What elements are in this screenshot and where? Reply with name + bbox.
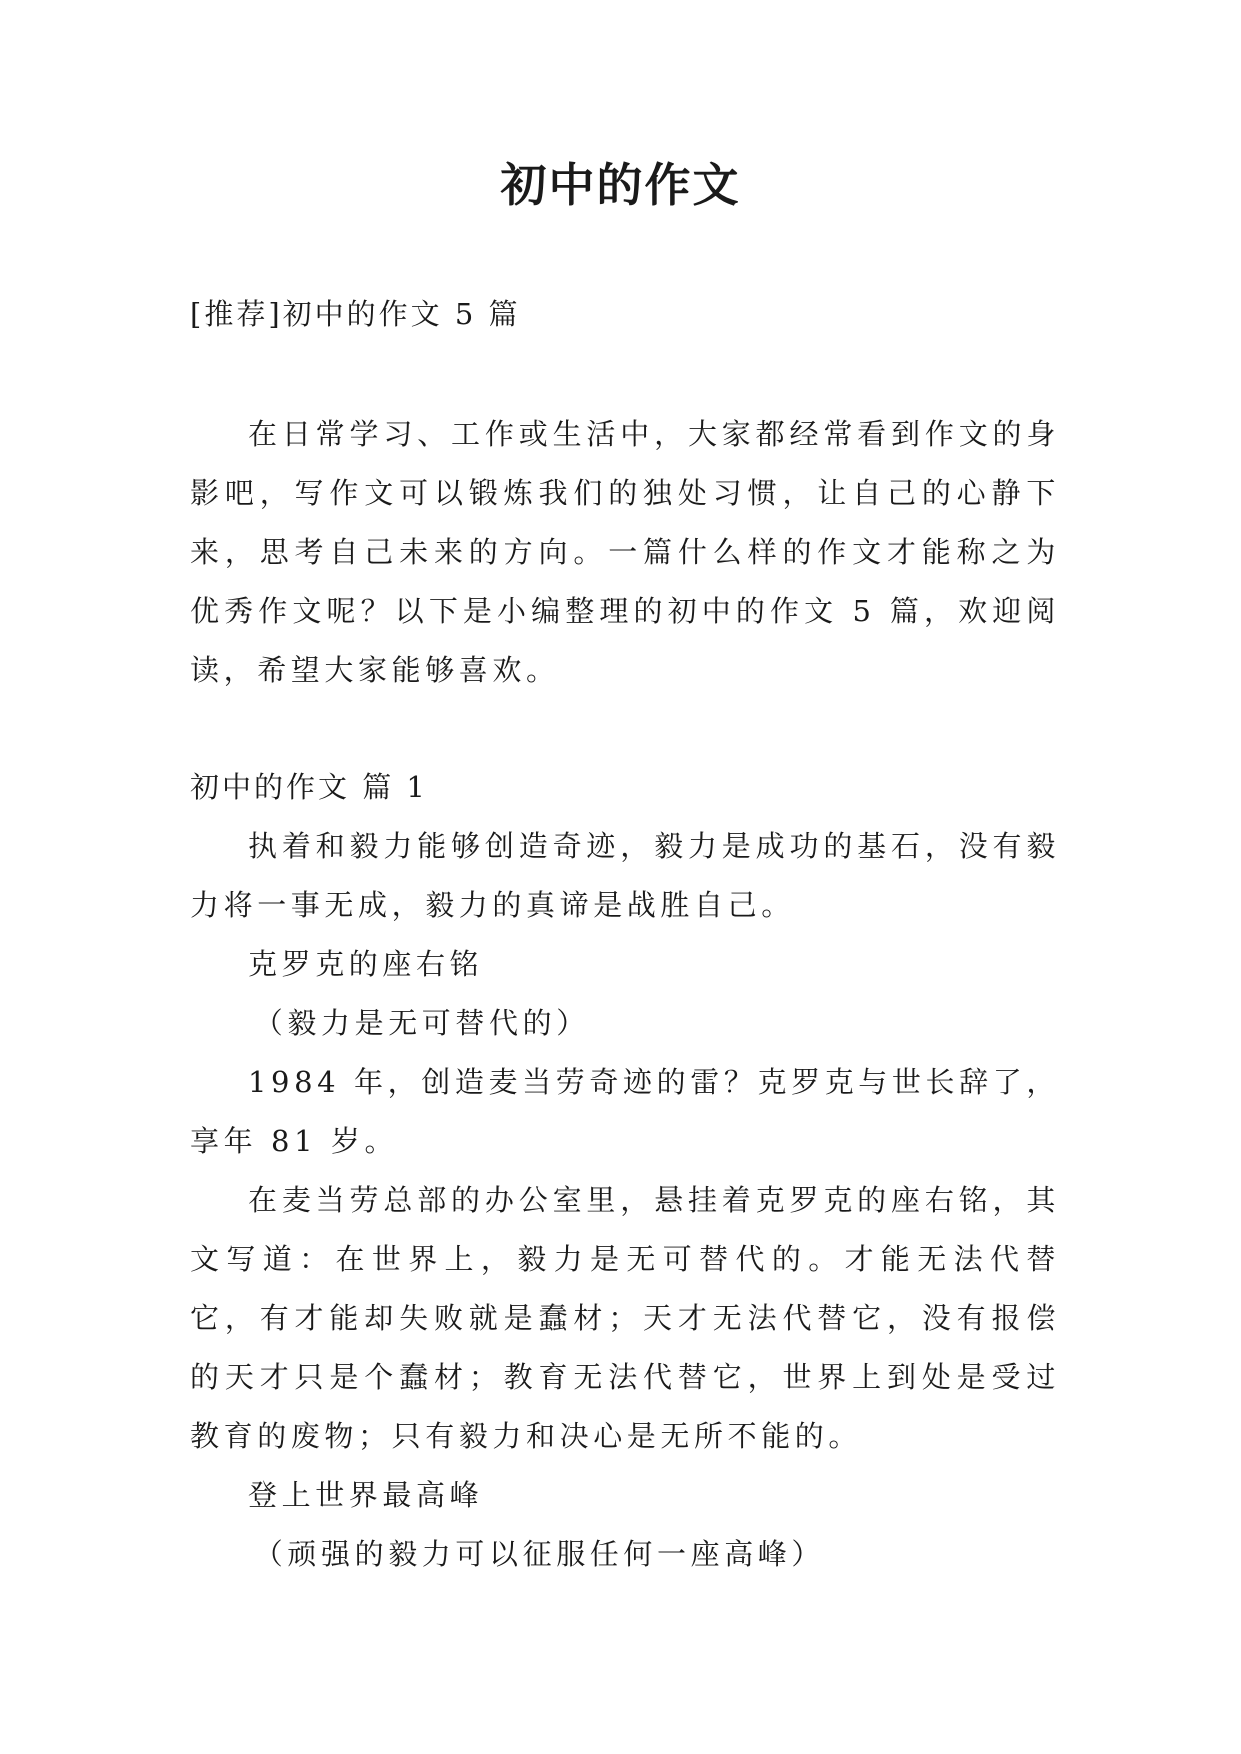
intro-section: [190, 405, 1060, 700]
document-subtitle: [推荐]初中的作文 5 篇: [190, 297, 521, 331]
essay-1-subheading-2: 登上世界最高峰: [248, 1478, 484, 1512]
essay-1-subcaption-2: （顽强的毅力可以征服任何一座高峰）: [253, 1537, 825, 1571]
essay-1-paragraph-3: 在麦当劳总部的办公室里，悬挂着克罗克的座右铭，其文写道：在世界上，毅力是无可替代的。才能无法代替它，有才能却失败就是蠢材；天才无法代替它，没有报偿的天才只是个蠢材；教育无法代替它，世界上到处是受过教育的废物；只有毅力和决心是无所不能的。: [190, 1183, 1060, 1453]
essay-1-paragraph-2: 1984 年，创造麦当劳奇迹的雷？克罗克与世长辞了，享年 81 岁。: [190, 1065, 1060, 1158]
intro-paragraph: 在日常学习、工作或生活中，大家都经常看到作文的身影吧，写作文可以锻炼我们的独处习惯，让自己的心静下来，思考自己未来的方向。一篇什么样的作文才能称之为优秀作文呢？以下是小编整理的初中的作文 5 篇，欢迎阅读，希望大家能够喜欢。: [190, 417, 1060, 687]
document-title: 初中的作文: [500, 158, 741, 212]
essay-1-heading: 初中的作文 篇 1: [190, 770, 428, 804]
essay-1-paragraph-1: 执着和毅力能够创造奇迹，毅力是成功的基石，没有毅力将一事无成，毅力的真谛是战胜自己。: [190, 829, 1060, 922]
essay-1-section: [190, 758, 1060, 1584]
essay-1-subheading-1: 克罗克的座右铭: [248, 947, 484, 981]
essay-1-subcaption-1: （毅力是无可替代的）: [253, 1006, 590, 1040]
